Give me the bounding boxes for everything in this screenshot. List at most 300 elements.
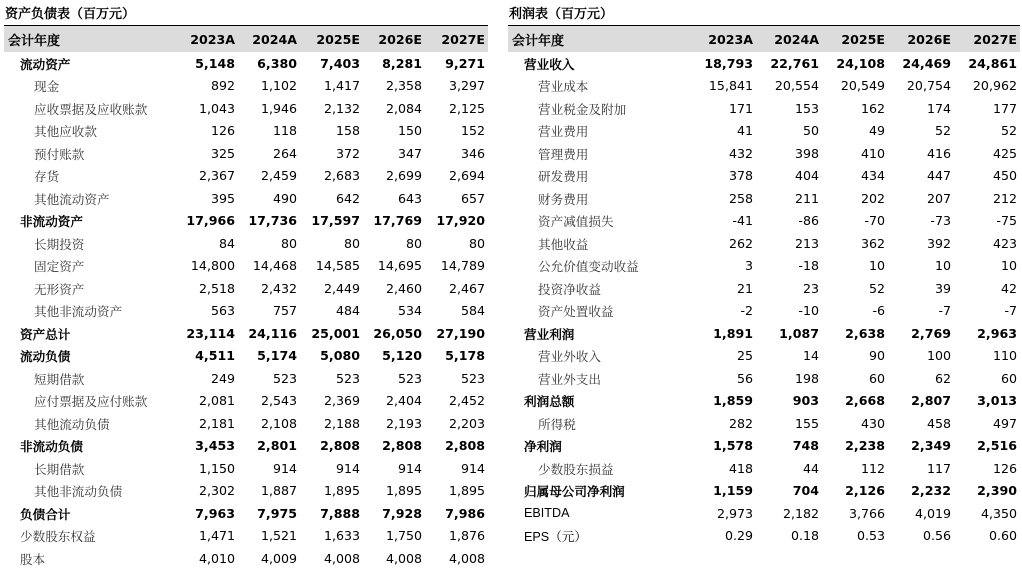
cell-value: 2,638 <box>845 325 885 341</box>
column-header-year: 2023A <box>190 31 235 47</box>
cell-value: 2,769 <box>911 325 951 341</box>
cell-value: 2,390 <box>977 483 1017 499</box>
cell-value: 152 <box>460 123 485 139</box>
table-row <box>4 480 488 503</box>
cell-value: 20,554 <box>774 78 819 94</box>
table-row <box>4 232 488 255</box>
row-label: 营业外收入 <box>538 349 601 365</box>
cell-value: 1,087 <box>779 325 819 341</box>
cell-value: 249 <box>210 370 235 386</box>
cell-value: 346 <box>460 145 485 161</box>
row-label: 其他非流动资产 <box>34 304 123 320</box>
cell-value: 39 <box>934 280 951 296</box>
cell-value: 2,193 <box>385 415 422 431</box>
cell-value: 398 <box>794 145 819 161</box>
cell-value: 1,521 <box>260 528 297 544</box>
cell-value: 2,973 <box>716 505 753 521</box>
cell-value: 27,190 <box>436 325 485 341</box>
cell-value: -6 <box>872 303 885 319</box>
cell-value: 4,019 <box>914 505 951 521</box>
row-label: 营业成本 <box>538 79 589 95</box>
column-header-year: 2024A <box>774 31 819 47</box>
table-row <box>508 367 1020 390</box>
row-label: EBITDA <box>524 506 570 521</box>
cell-value: 4,008 <box>385 550 422 566</box>
table-row <box>4 75 488 98</box>
cell-value: -2 <box>740 303 753 319</box>
table-row <box>508 52 1020 75</box>
cell-value: 10 <box>934 258 951 274</box>
cell-value: 1,859 <box>713 393 753 409</box>
table-row <box>4 52 488 75</box>
table-row <box>508 255 1020 278</box>
cell-value: 14,585 <box>315 258 360 274</box>
table-row <box>4 322 488 345</box>
cell-value: 416 <box>926 145 951 161</box>
cell-value: 24,108 <box>836 55 885 71</box>
cell-value: 2,232 <box>911 483 951 499</box>
row-label: 营业利润 <box>524 326 575 342</box>
cell-value: 584 <box>460 303 485 319</box>
row-label: 研发费用 <box>538 169 589 185</box>
table-row <box>4 97 488 120</box>
row-label: 营业税金及附加 <box>538 101 627 117</box>
cell-value: 24,861 <box>968 55 1017 71</box>
cell-value: 171 <box>728 100 753 116</box>
cell-value: 3,453 <box>195 438 235 454</box>
cell-value: 41 <box>736 123 753 139</box>
cell-value: 748 <box>792 438 819 454</box>
cell-value: 2,801 <box>257 438 297 454</box>
cell-value: 4,511 <box>195 348 235 364</box>
cell-value: 2,516 <box>977 438 1017 454</box>
row-label: 现金 <box>34 79 60 95</box>
cell-value: 23,114 <box>186 325 235 341</box>
cell-value: 118 <box>272 123 297 139</box>
cell-value: 18,793 <box>704 55 753 71</box>
cell-value: 2,126 <box>845 483 885 499</box>
cell-value: 150 <box>397 123 422 139</box>
cell-value: 14,695 <box>377 258 422 274</box>
table-row <box>508 412 1020 435</box>
cell-value: 21 <box>736 280 753 296</box>
column-header-label: 会计年度 <box>8 33 61 49</box>
cell-value: 2,369 <box>323 393 360 409</box>
row-label: 资产总计 <box>20 326 71 342</box>
cell-value: 56 <box>736 370 753 386</box>
cell-value: 60 <box>1000 370 1017 386</box>
cell-value: 198 <box>794 370 819 386</box>
cell-value: -10 <box>798 303 819 319</box>
cell-value: 22,761 <box>770 55 819 71</box>
cell-value: 52 <box>868 280 885 296</box>
table-row <box>508 277 1020 300</box>
cell-value: 20,962 <box>972 78 1017 94</box>
cell-value: 90 <box>868 348 885 364</box>
cell-value: 2,404 <box>385 393 422 409</box>
table-row <box>4 412 488 435</box>
row-label: 短期借款 <box>34 371 85 387</box>
row-label: 固定资产 <box>34 259 85 275</box>
cell-value: 3,297 <box>448 78 485 94</box>
cell-value: 372 <box>335 145 360 161</box>
cell-value: 5,174 <box>257 348 297 364</box>
cell-value: 2,808 <box>445 438 485 454</box>
cell-value: 2,188 <box>323 415 360 431</box>
row-label: 负债合计 <box>20 506 71 522</box>
cell-value: 7,986 <box>445 505 485 521</box>
cell-value: 2,084 <box>385 100 422 116</box>
table-row <box>508 120 1020 143</box>
table-row <box>4 210 488 233</box>
cell-value: 80 <box>343 235 360 251</box>
income-statement-table <box>508 26 1020 547</box>
cell-value: 2,963 <box>977 325 1017 341</box>
column-header-year: 2027E <box>441 31 485 47</box>
cell-value: 158 <box>335 123 360 139</box>
cell-value: 1,102 <box>260 78 297 94</box>
cell-value: 60 <box>868 370 885 386</box>
row-label: 管理费用 <box>538 146 589 162</box>
cell-value: 80 <box>280 235 297 251</box>
table-row <box>4 367 488 390</box>
cell-value: 24,116 <box>248 325 297 341</box>
cell-value: 914 <box>397 460 422 476</box>
cell-value: -70 <box>864 213 885 229</box>
cell-value: 657 <box>460 190 485 206</box>
row-label: 少数股东损益 <box>538 461 614 477</box>
cell-value: 1,159 <box>713 483 753 499</box>
column-header-year: 2024A <box>252 31 297 47</box>
cell-value: 2,699 <box>385 168 422 184</box>
cell-value: -7 <box>1004 303 1017 319</box>
cell-value: 80 <box>468 235 485 251</box>
table-row <box>4 390 488 413</box>
cell-value: 211 <box>794 190 819 206</box>
cell-value: 0.60 <box>988 528 1017 544</box>
cell-value: -41 <box>732 213 753 229</box>
cell-value: 14,789 <box>440 258 485 274</box>
row-label: 其他流动资产 <box>34 191 110 207</box>
cell-value: 17,736 <box>248 213 297 229</box>
cell-value: 704 <box>792 483 819 499</box>
cell-value: 7,963 <box>195 505 235 521</box>
cell-value: 2,238 <box>845 438 885 454</box>
cell-value: 497 <box>992 415 1017 431</box>
cell-value: 2,459 <box>260 168 297 184</box>
cell-value: 2,694 <box>448 168 485 184</box>
cell-value: 1,417 <box>323 78 360 94</box>
cell-value: 7,928 <box>382 505 422 521</box>
income-statement-title: 利润表（百万元） <box>508 0 1020 26</box>
row-label: 长期投资 <box>34 236 85 252</box>
row-label: 净利润 <box>524 439 562 455</box>
table-row <box>508 502 1020 525</box>
table-row <box>508 187 1020 210</box>
cell-value: 7,975 <box>257 505 297 521</box>
row-label: 其他应收款 <box>34 124 97 140</box>
cell-value: 44 <box>802 460 819 476</box>
cell-value: 757 <box>272 303 297 319</box>
row-label: 股本 <box>20 551 46 567</box>
cell-value: 17,920 <box>436 213 485 229</box>
cell-value: 447 <box>926 168 951 184</box>
cell-value: 282 <box>728 415 753 431</box>
cell-value: 110 <box>992 348 1017 364</box>
cell-value: 0.53 <box>856 528 885 544</box>
cell-value: 9,271 <box>445 55 485 71</box>
cell-value: 490 <box>272 190 297 206</box>
table-row <box>508 165 1020 188</box>
cell-value: 2,683 <box>323 168 360 184</box>
cell-value: 25 <box>736 348 753 364</box>
cell-value: 7,888 <box>320 505 360 521</box>
row-label: 营业外支出 <box>538 371 601 387</box>
cell-value: 14,800 <box>190 258 235 274</box>
cell-value: 914 <box>272 460 297 476</box>
cell-value: 8,281 <box>382 55 422 71</box>
balance-sheet-title: 资产负债表（百万元） <box>4 0 488 26</box>
row-label: 利润总额 <box>524 394 575 410</box>
cell-value: 126 <box>992 460 1017 476</box>
cell-value: 2,367 <box>198 168 235 184</box>
table-row <box>4 187 488 210</box>
column-header-year: 2026E <box>378 31 422 47</box>
cell-value: 523 <box>460 370 485 386</box>
table-row <box>4 502 488 525</box>
cell-value: 262 <box>728 235 753 251</box>
cell-value: 2,358 <box>385 78 422 94</box>
cell-value: 14 <box>802 348 819 364</box>
row-label: 预付账款 <box>34 146 85 162</box>
cell-value: 2,518 <box>198 280 235 296</box>
table-row <box>508 457 1020 480</box>
cell-value: 1,887 <box>260 483 297 499</box>
cell-value: 325 <box>210 145 235 161</box>
cell-value: 1,043 <box>198 100 235 116</box>
cell-value: 15,841 <box>708 78 753 94</box>
cell-value: 484 <box>335 303 360 319</box>
cell-value: 5,178 <box>445 348 485 364</box>
cell-value: 430 <box>860 415 885 431</box>
cell-value: 3,013 <box>977 393 1017 409</box>
cell-value: 434 <box>860 168 885 184</box>
row-label: 存货 <box>34 169 60 185</box>
row-label: 其他流动负债 <box>34 416 110 432</box>
row-label: 应收票据及应收账款 <box>34 101 148 117</box>
cell-value: 1,891 <box>713 325 753 341</box>
cell-value: 50 <box>802 123 819 139</box>
table-row <box>508 97 1020 120</box>
cell-value: 112 <box>860 460 885 476</box>
cell-value: 6,380 <box>257 55 297 71</box>
row-label: 资产减值损失 <box>538 214 614 230</box>
cell-value: 2,808 <box>320 438 360 454</box>
table-row <box>4 255 488 278</box>
row-label: 营业收入 <box>524 56 575 72</box>
table-row <box>508 300 1020 323</box>
cell-value: 523 <box>335 370 360 386</box>
cell-value: 174 <box>926 100 951 116</box>
cell-value: 534 <box>397 303 422 319</box>
cell-value: 347 <box>397 145 422 161</box>
cell-value: 1,876 <box>448 528 485 544</box>
cell-value: 14,468 <box>252 258 297 274</box>
table-row <box>4 345 488 368</box>
row-label: EPS（元） <box>524 530 587 545</box>
cell-value: 2,125 <box>448 100 485 116</box>
row-label: 其他收益 <box>538 236 589 252</box>
row-label: 应付票据及应付账款 <box>34 394 148 410</box>
table-row <box>508 525 1020 548</box>
table-row <box>508 322 1020 345</box>
row-label: 流动负债 <box>20 349 71 365</box>
cell-value: 892 <box>210 78 235 94</box>
cell-value: 458 <box>926 415 951 431</box>
table-row <box>508 232 1020 255</box>
cell-value: -73 <box>930 213 951 229</box>
table-row <box>508 210 1020 233</box>
cell-value: 1,578 <box>713 438 753 454</box>
cell-value: 362 <box>860 235 885 251</box>
row-label: 投资净收益 <box>538 281 601 297</box>
cell-value: 418 <box>728 460 753 476</box>
cell-value: 212 <box>992 190 1017 206</box>
cell-value: 1,946 <box>260 100 297 116</box>
cell-value: 410 <box>860 145 885 161</box>
cell-value: 26,050 <box>373 325 422 341</box>
cell-value: 0.56 <box>922 528 951 544</box>
row-label: 营业费用 <box>538 124 589 140</box>
row-label: 少数股东权益 <box>20 529 96 545</box>
table-row <box>4 300 488 323</box>
cell-value: 42 <box>1000 280 1017 296</box>
column-header-year: 2025E <box>316 31 360 47</box>
cell-value: 7,403 <box>320 55 360 71</box>
cell-value: 4,350 <box>980 505 1017 521</box>
cell-value: 404 <box>794 168 819 184</box>
column-header-year: 2025E <box>841 31 885 47</box>
cell-value: 20,754 <box>906 78 951 94</box>
cell-value: 52 <box>934 123 951 139</box>
cell-value: 62 <box>934 370 951 386</box>
table-row <box>4 277 488 300</box>
cell-value: 2,132 <box>323 100 360 116</box>
table-row <box>4 165 488 188</box>
cell-value: 2,302 <box>198 483 235 499</box>
cell-value: 914 <box>335 460 360 476</box>
cell-value: 0.18 <box>790 528 819 544</box>
table-row <box>4 547 488 570</box>
cell-value: 1,895 <box>448 483 485 499</box>
cell-value: 1,150 <box>198 460 235 476</box>
row-label: 财务费用 <box>538 191 589 207</box>
cell-value: 0.29 <box>724 528 753 544</box>
cell-value: 3 <box>744 258 753 274</box>
cell-value: 2,467 <box>448 280 485 296</box>
cell-value: 25,001 <box>311 325 360 341</box>
cell-value: 1,750 <box>385 528 422 544</box>
cell-value: 2,432 <box>260 280 297 296</box>
cell-value: 10 <box>1000 258 1017 274</box>
cell-value: 2,182 <box>782 505 819 521</box>
cell-value: 177 <box>992 100 1017 116</box>
cell-value: 4,008 <box>323 550 360 566</box>
cell-value: 563 <box>210 303 235 319</box>
cell-value: 17,966 <box>186 213 235 229</box>
cell-value: 100 <box>926 348 951 364</box>
table-row <box>4 435 488 458</box>
cell-value: 202 <box>860 190 885 206</box>
cell-value: 2,808 <box>382 438 422 454</box>
row-label: 资产处置收益 <box>538 304 614 320</box>
cell-value: 258 <box>728 190 753 206</box>
cell-value: 914 <box>460 460 485 476</box>
cell-value: 378 <box>728 168 753 184</box>
cell-value: 425 <box>992 145 1017 161</box>
cell-value: 642 <box>335 190 360 206</box>
cell-value: 1,895 <box>385 483 422 499</box>
row-label: 非流动资产 <box>20 214 83 230</box>
table-row <box>4 120 488 143</box>
cell-value: 1,471 <box>198 528 235 544</box>
cell-value: 2,181 <box>198 415 235 431</box>
cell-value: 264 <box>272 145 297 161</box>
cell-value: 126 <box>210 123 235 139</box>
row-label: 所得税 <box>538 416 576 432</box>
column-header-label: 会计年度 <box>512 33 565 49</box>
column-header-year: 2027E <box>973 31 1017 47</box>
cell-value: 52 <box>1000 123 1017 139</box>
cell-value: 4,009 <box>260 550 297 566</box>
cell-value: 17,769 <box>373 213 422 229</box>
cell-value: 2,668 <box>845 393 885 409</box>
cell-value: -86 <box>798 213 819 229</box>
table-row <box>508 142 1020 165</box>
cell-value: 4,010 <box>198 550 235 566</box>
income-statement-panel <box>508 0 1020 547</box>
row-label: 归属母公司净利润 <box>524 484 625 500</box>
table-row <box>508 435 1020 458</box>
cell-value: 2,081 <box>198 393 235 409</box>
cell-value: 207 <box>926 190 951 206</box>
cell-value: 49 <box>868 123 885 139</box>
cell-value: 2,543 <box>260 393 297 409</box>
cell-value: 117 <box>926 460 951 476</box>
row-label: 长期借款 <box>34 461 85 477</box>
cell-value: 395 <box>210 190 235 206</box>
row-label: 公允价值变动收益 <box>538 259 639 275</box>
cell-value: 155 <box>794 415 819 431</box>
table-row <box>508 390 1020 413</box>
cell-value: 5,120 <box>382 348 422 364</box>
cell-value: 24,469 <box>902 55 951 71</box>
cell-value: 2,452 <box>448 393 485 409</box>
cell-value: 17,597 <box>311 213 360 229</box>
cell-value: 4,008 <box>448 550 485 566</box>
row-label: 其他非流动负债 <box>34 484 123 500</box>
table-row <box>4 525 488 548</box>
cell-value: 903 <box>792 393 819 409</box>
table-row <box>508 345 1020 368</box>
cell-value: 2,449 <box>323 280 360 296</box>
cell-value: 23 <box>802 280 819 296</box>
cell-value: 3,766 <box>848 505 885 521</box>
cell-value: 153 <box>794 100 819 116</box>
cell-value: 1,633 <box>323 528 360 544</box>
column-header-year: 2023A <box>708 31 753 47</box>
cell-value: 2,108 <box>260 415 297 431</box>
